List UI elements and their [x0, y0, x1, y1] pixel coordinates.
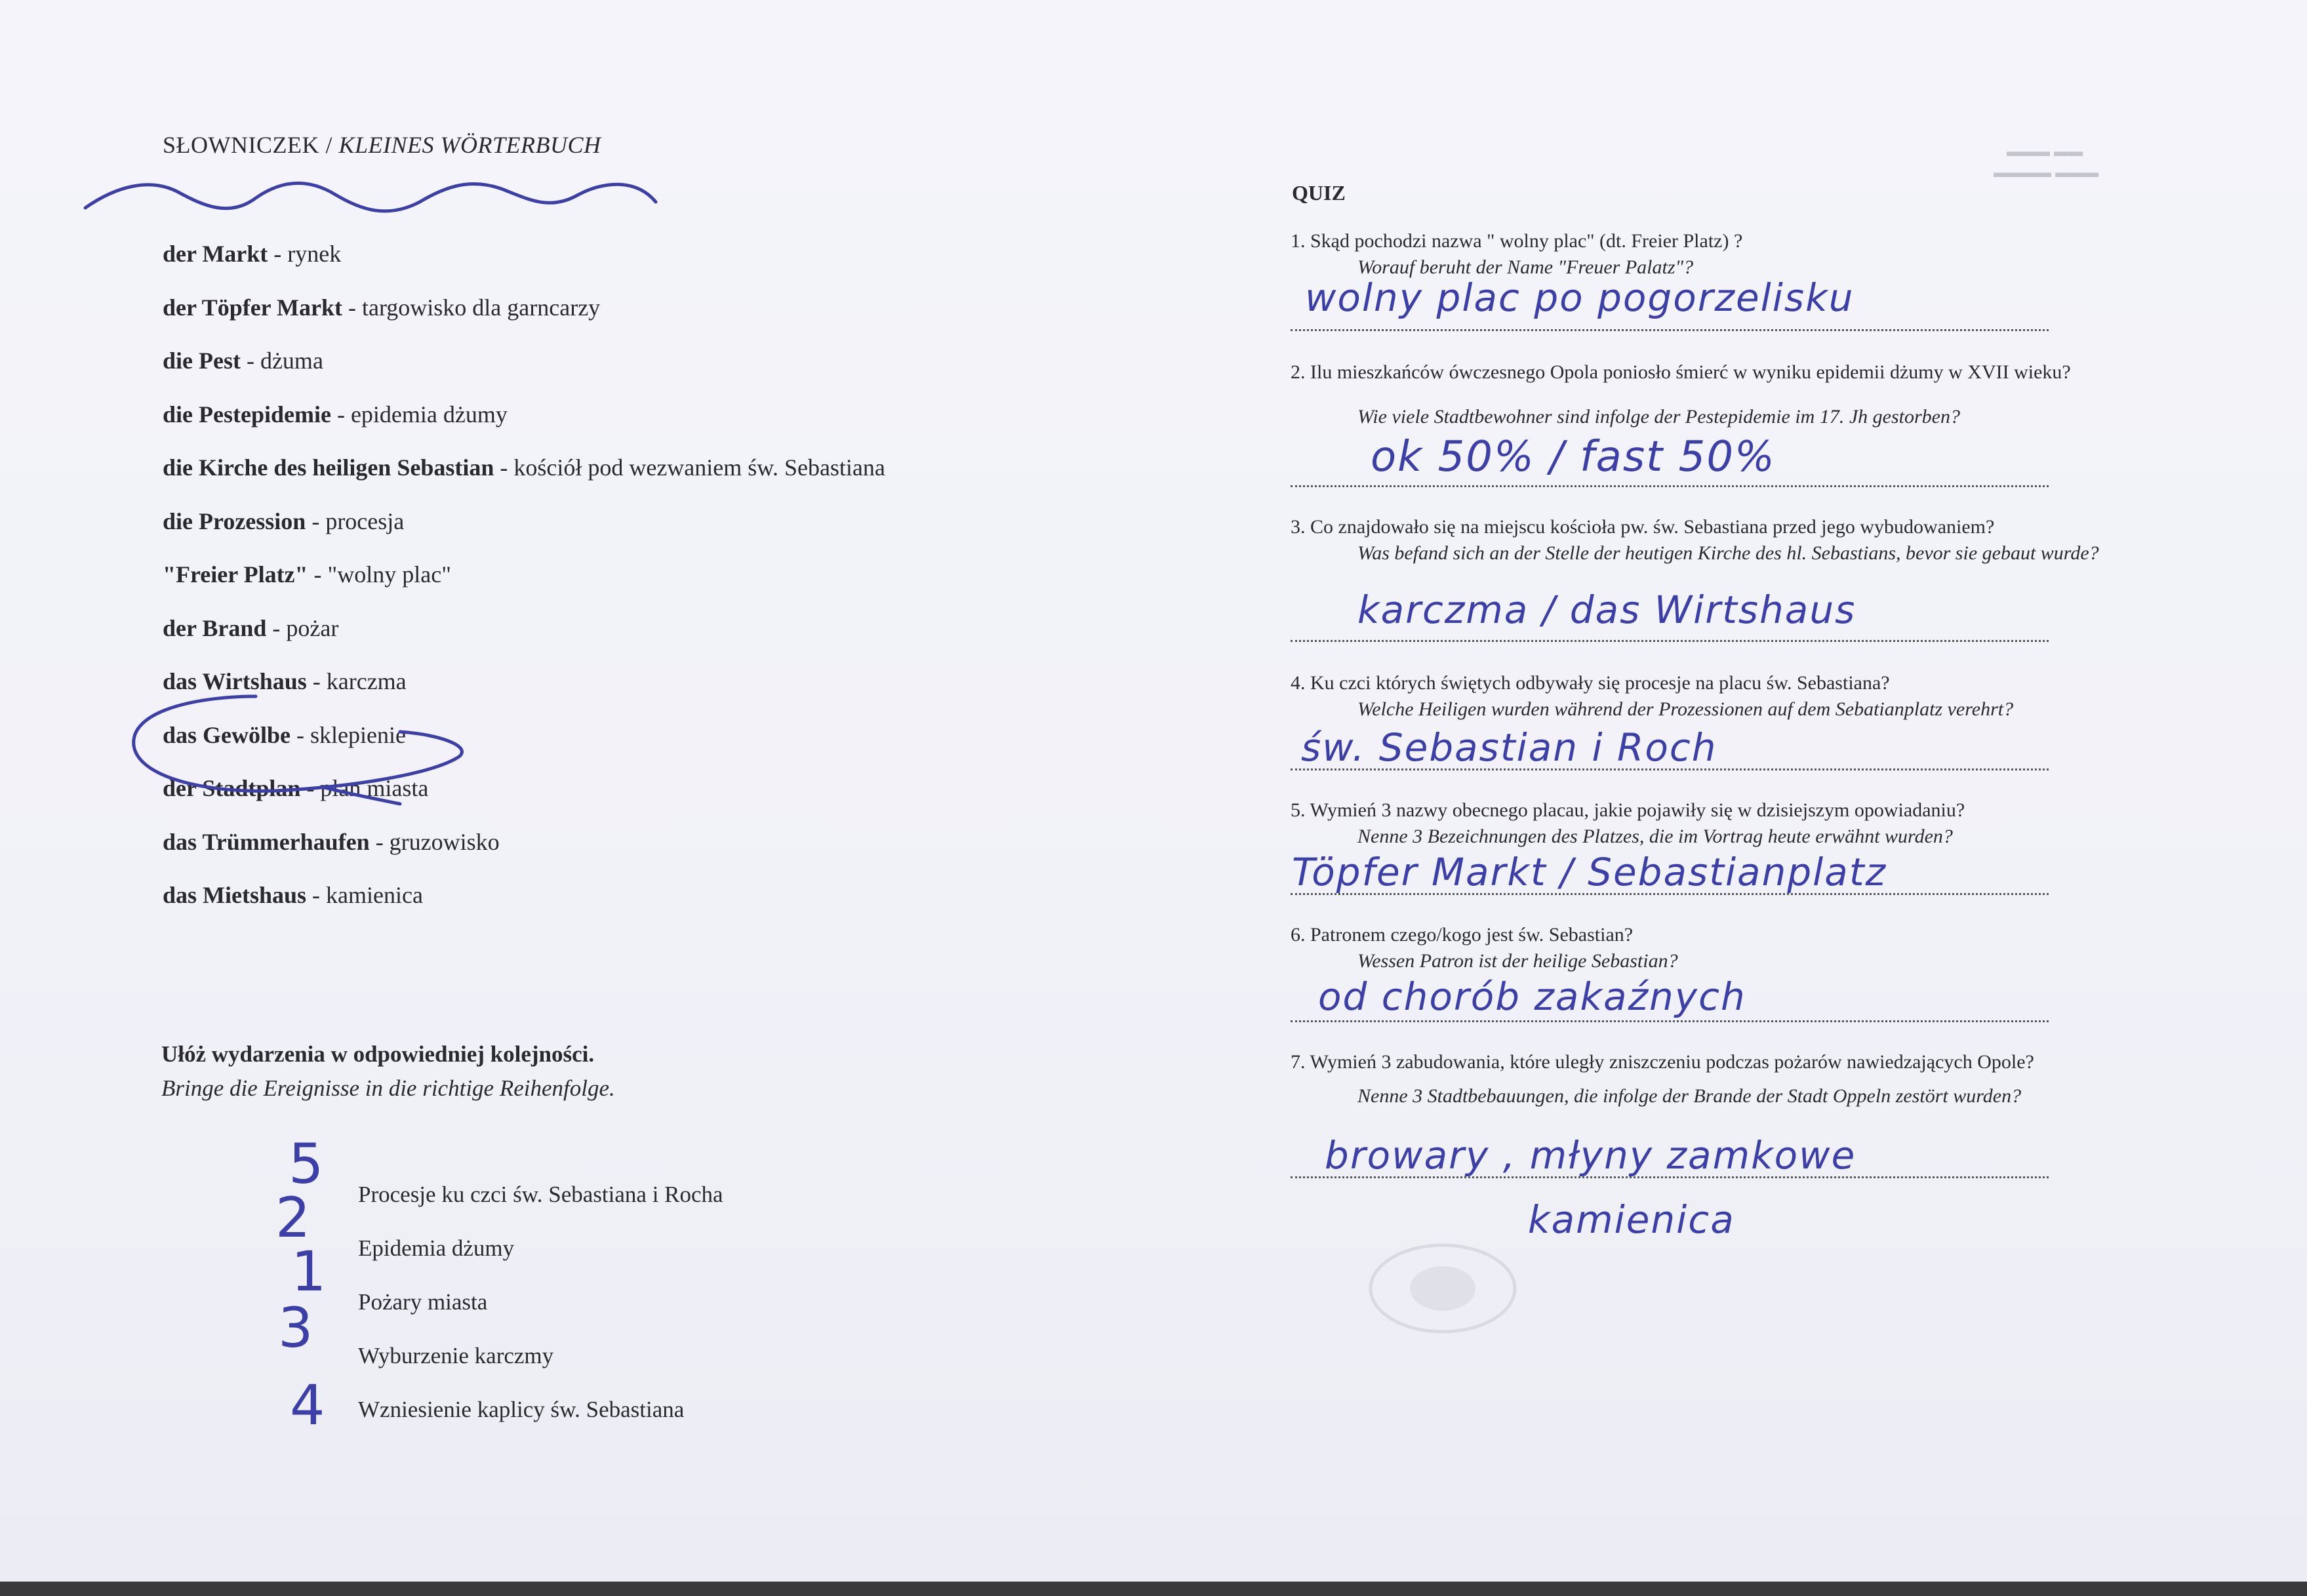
handwritten-order-number: 5 [289, 1132, 324, 1196]
dictionary-list [163, 236, 885, 931]
event-item: Epidemia dżumy [358, 1235, 515, 1261]
question-pl: 4. Ku czci których świętych odbywały się procesje na placu św. Sebastiana? [1291, 672, 1890, 694]
quiz-question-2 [1291, 359, 2143, 430]
question-pl: 1. Skąd pochodzi nazwa " wolny plac" (dt. Freier Platz) ? [1291, 230, 1743, 252]
question-de: Wie viele Stadtbewohner sind infolge der Pestepidemie im 17. Jh gestorben? [1357, 406, 1960, 428]
circle-scribble [125, 688, 492, 813]
ordering-subtitle: Bringe die Ereignisse in die richtige Reihenfolge. [161, 1075, 615, 1101]
handwritten-answer-7-line-2: kamienica [1528, 1197, 1735, 1242]
answer-line [1291, 1020, 2049, 1022]
answer-line [1291, 893, 2049, 895]
dictionary-entry: das Trümmerhaufen - gruzowisko [163, 828, 500, 855]
ordering-title: Ułóż wydarzenia w odpowiedniej kolejności. [161, 1041, 595, 1067]
bleed-through-mark: ▬▬▬ ▬▬ [2007, 143, 2083, 159]
quiz-question-5 [1291, 797, 2143, 850]
dictionary-entry: das Gewölbe - sklepienie [163, 721, 406, 748]
question-de: Nenne 3 Bezeichnungen des Platzes, die im Vortrag heute erwähnt wurden? [1357, 826, 1953, 847]
question-de: Welche Heiligen wurden während der Prozessionen auf dem Sebatianplatz verehrt? [1357, 698, 2014, 720]
dictionary-entry: das Wirtshaus - karczma [163, 668, 407, 694]
question-pl: 2. Ilu mieszkańców ówczesnego Opola poniosło śmierć w wyniku epidemii dżumy w XVII wieku? [1291, 361, 2071, 383]
handwritten-answer-6: od chorób zakaźnych [1318, 974, 1746, 1019]
question-de: Worauf beruht der Name "Freuer Palatz"? [1357, 256, 1694, 278]
dictionary-entry: die Prozession - procesja [163, 508, 405, 534]
wavy-underline-scribble [79, 172, 669, 231]
handwritten-answer-4: św. Sebastian i Roch [1301, 725, 1717, 770]
handwritten-answer-7: browary , młyny zamkowe [1325, 1133, 1856, 1178]
dictionary-entry: das Mietshaus - kamienica [163, 882, 423, 908]
quiz-title: QUIZ [1292, 181, 1346, 205]
bleed-through-mark: ▬▬▬▬ ▬▬▬ [1994, 164, 2099, 180]
question-de: Nenne 3 Stadtbebauungen, die infolge der Brande der Stadt Oppeln zestört wurden? [1357, 1085, 2022, 1107]
dictionary-entry: die Pestepidemie - epidemia dżumy [163, 401, 508, 428]
event-item: Wyburzenie karczmy [358, 1343, 554, 1368]
answer-line [1291, 640, 2049, 642]
dictionary-entry: der Töpfer Markt - targowisko dla garncarzy [163, 294, 601, 321]
dictionary-entry: der Stadtplan - plan miasta [163, 775, 429, 801]
handwritten-order-number: 2 [275, 1186, 311, 1250]
quiz-question-3 [1291, 514, 2143, 567]
question-pl: 7. Wymień 3 zabudowania, które uległy zniszczeniu podczas pożarów nawiedzających Opole? [1291, 1051, 2034, 1073]
quiz-question-4 [1291, 670, 2143, 723]
event-item: Wzniesienie kaplicy św. Sebastiana [358, 1397, 685, 1422]
question-de: Wessen Patron ist der heilige Sebastian? [1357, 950, 1678, 972]
bleed-through-emblem [1364, 1239, 1521, 1338]
dictionary-entry: die Pest - dżuma [163, 348, 323, 374]
handwritten-order-number: 3 [278, 1296, 313, 1360]
answer-line [1291, 329, 2049, 331]
dictionary-entry: der Brand - pożar [163, 614, 339, 641]
handwritten-answer-1: wolny plac po pogorzelisku [1305, 275, 1855, 320]
quiz-question-1 [1291, 228, 2143, 281]
handwritten-answer-5: Töpfer Markt / Sebastianplatz [1292, 850, 1887, 894]
answer-line [1291, 768, 2049, 770]
handwritten-answer-2: ok 50% / fast 50% [1371, 433, 1776, 481]
answer-line [1291, 485, 2049, 487]
event-item: Pożary miasta [358, 1289, 488, 1315]
dictionary-entry: die Kirche des heiligen Sebastian - kościół pod wezwaniem św. Sebastiana [163, 454, 885, 481]
dictionary-title-de: KLEINES WÖRTERBUCH [338, 132, 601, 158]
question-de: Was befand sich an der Stelle der heutigen Kirche des hl. Sebastians, bevor sie gebaut wurde? [1357, 542, 2099, 564]
answer-line [1291, 1176, 2049, 1178]
dictionary-title-pl: SŁOWNICZEK / [163, 132, 332, 158]
quiz-question-7 [1291, 1049, 2143, 1109]
dictionary-title [163, 131, 601, 159]
question-pl: 5. Wymień 3 nazwy obecnego placau, jakie pojawiły się w dzisiejszym opowiadaniu? [1291, 799, 1965, 821]
scanner-edge [0, 1582, 2307, 1596]
quiz-question-6 [1291, 922, 2143, 974]
dictionary-entry: der Markt - rynek [163, 241, 342, 267]
question-pl: 6. Patronem czego/kogo jest św. Sebastian? [1291, 924, 1634, 946]
handwritten-order-number: 4 [290, 1373, 325, 1437]
dictionary-entry: "Freier Platz" - "wolny plac" [163, 561, 451, 588]
handwritten-answer-3: karczma / das Wirtshaus [1357, 588, 1856, 632]
ordering-list [358, 1178, 723, 1446]
event-item: Procesje ku czci św. Sebastiana i Rocha [358, 1182, 723, 1207]
handwritten-order-number: 1 [291, 1239, 327, 1304]
question-pl: 3. Co znajdowało się na miejscu kościoła pw. św. Sebastiana przed jego wybudowaniem? [1291, 516, 1995, 538]
